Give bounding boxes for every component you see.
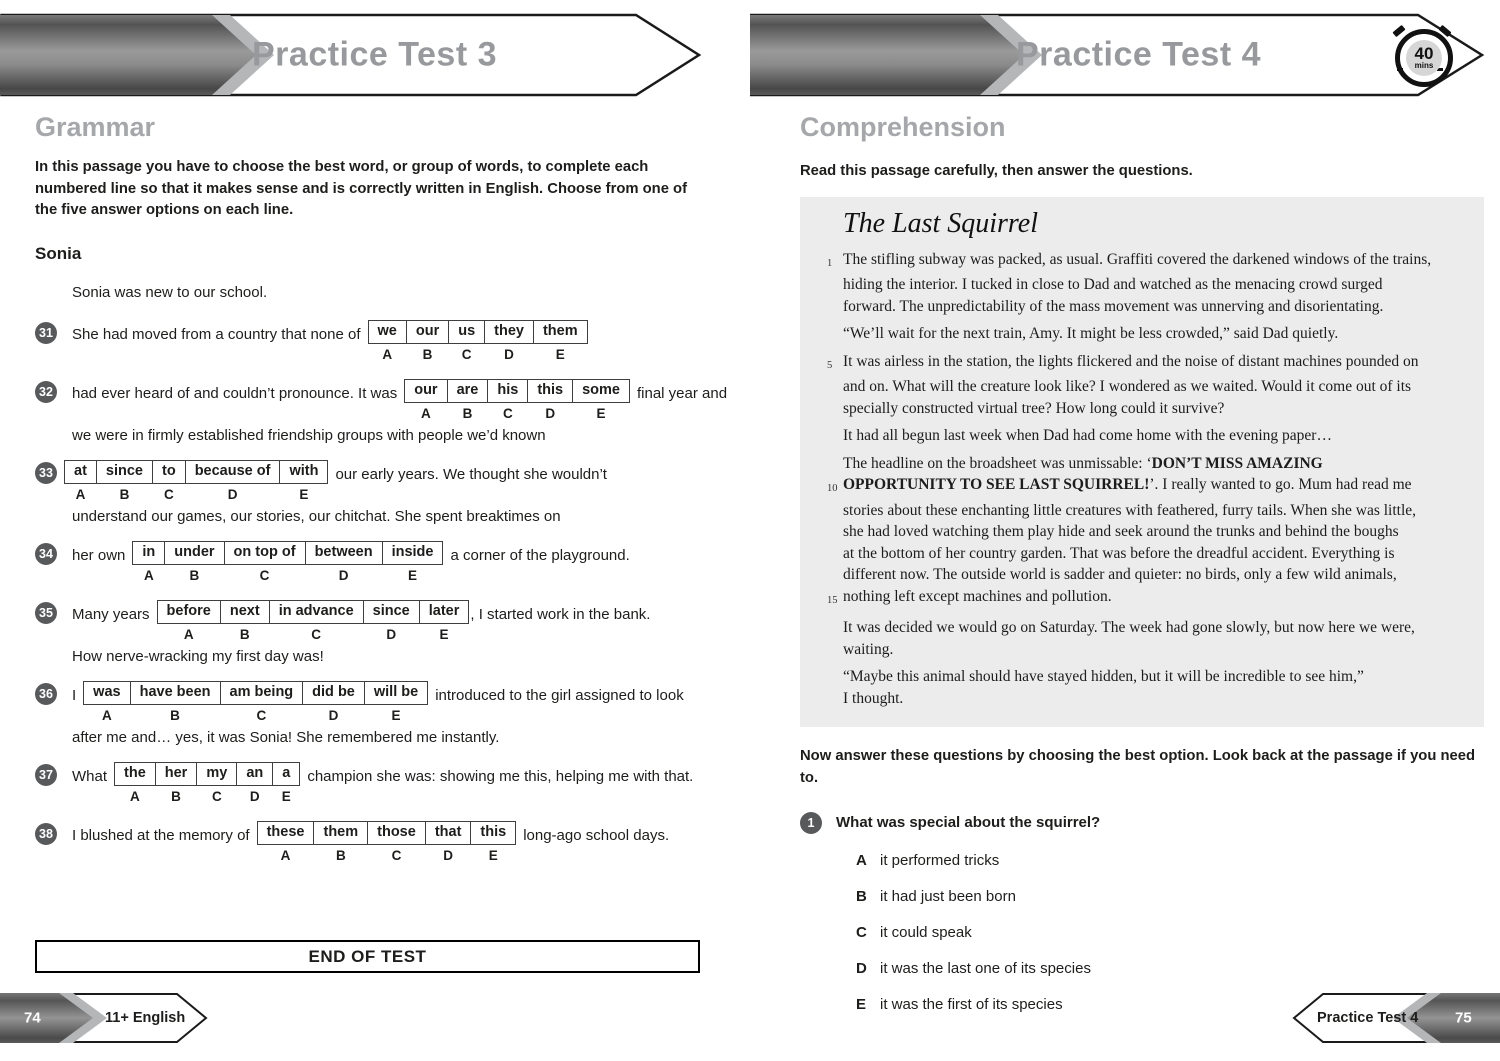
option-word-cell: did be	[303, 681, 365, 704]
question-number-badge: 33	[35, 462, 57, 484]
question-text-before: What	[72, 767, 108, 785]
passage-title: The Last Squirrel	[843, 207, 1038, 239]
question-item	[35, 681, 701, 746]
option-letter-cell: E	[439, 626, 449, 642]
option-letter-cell: E	[391, 707, 401, 723]
option-text: it was the first of its species	[880, 996, 1063, 1013]
options-table	[368, 320, 588, 363]
passage-line-text: “We’ll wait for the next train, Amy. It might be less crowded,” said Dad quietly.	[843, 325, 1339, 342]
passage-line-text: OPPORTUNITY TO SEE LAST SQUIRREL!’. I really wanted to go. Mum had read me	[843, 476, 1412, 493]
option-letter-cell: E	[596, 405, 606, 421]
option-word-cell: have been	[130, 681, 220, 704]
passage-line-text: waiting.	[843, 640, 894, 658]
passage-line	[827, 639, 1474, 661]
passage-line-text: at the bottom of her country garden. That was before the dreadful accident. Everything is	[843, 544, 1395, 562]
passage-line	[827, 425, 1474, 447]
question-continuation-line: How nerve-wracking my first day was!	[72, 647, 324, 665]
option-letter-cell: A	[280, 847, 291, 863]
option-letter-cell: C	[391, 847, 402, 863]
question-row	[35, 681, 701, 724]
option-letters-row	[405, 402, 630, 422]
line-number: 15	[827, 594, 838, 606]
option-word-cell: in advance	[269, 600, 363, 623]
instructions-text: In this passage you have to choose the best word, or group of words, to complete each numbered line so that it makes sense and is correctly written in English. Choose from one of the five answer options on each line.	[35, 159, 688, 218]
option-text: it performed tricks	[880, 852, 1000, 869]
option-letter-cell: E	[555, 346, 565, 362]
option-word-cell: those	[368, 821, 426, 844]
option-letter-cell: D	[338, 567, 349, 583]
question-text-before: her own	[72, 546, 126, 564]
passage-line-text: and on. What will the creature look like? I wondered as we waited. Would it come out of its	[843, 378, 1412, 395]
question-text-after: final year and	[636, 384, 728, 402]
option-word-cell: later	[419, 600, 469, 623]
option-letter: A	[856, 852, 867, 869]
option-letter-cell: E	[299, 486, 309, 502]
option-letter-cell: B	[462, 405, 473, 421]
option-letter-cell: C	[256, 707, 267, 723]
option-letter-cell: A	[75, 486, 86, 502]
line-number: 5	[827, 359, 833, 371]
passage-line-text: she had loved watching them play hide and seek around the trunks and behind the boughs	[843, 523, 1399, 540]
option-letter: C	[856, 924, 867, 941]
option-word-cell: with	[280, 460, 328, 483]
option-word-cell: some	[573, 379, 630, 402]
options-table	[132, 541, 443, 584]
option-text: it had just been born	[880, 888, 1016, 905]
option-word-cell: are	[447, 379, 488, 402]
option-letter-cell: D	[328, 707, 339, 723]
passage-line	[827, 398, 1474, 420]
passage-line	[827, 351, 1474, 377]
option-word-cell: our	[405, 379, 447, 402]
option-text: it was the last one of its species	[880, 960, 1091, 977]
answer-option	[856, 960, 1484, 978]
line-number	[827, 453, 843, 475]
question-text-before: had ever heard of and couldn’t pronounce. It was	[72, 384, 398, 402]
question-item	[35, 821, 701, 864]
option-word-cell: this	[471, 821, 516, 844]
passage-body	[827, 249, 1474, 710]
options-table	[257, 821, 517, 864]
option-letters-row	[115, 785, 300, 805]
question-item	[800, 810, 1484, 1014]
passage-line	[827, 274, 1474, 296]
question-text-after: , I started work in the bank.	[470, 605, 651, 623]
passage-line-text: The stifling subway was packed, as usual. Graffiti covered the darkened windows of the trains,	[843, 250, 1432, 268]
option-word-cell: because of	[185, 460, 280, 483]
option-word-cell: am being	[220, 681, 303, 704]
passage-paragraph	[827, 666, 1474, 709]
option-word-cell: on top of	[224, 541, 305, 564]
stopwatch-face	[1395, 29, 1453, 87]
option-letter-cell: B	[119, 486, 130, 502]
question-number-badge: 36	[35, 683, 57, 705]
option-letter: B	[856, 888, 867, 905]
option-letter-cell: D	[504, 346, 514, 362]
option-letter-cell: A	[102, 707, 112, 723]
answer-option	[856, 996, 1484, 1014]
question-number-badge: 1	[800, 812, 822, 834]
option-word-cell: inside	[382, 541, 443, 564]
header-banner-right	[750, 13, 1485, 97]
option-word-cell: these	[257, 821, 314, 844]
option-letter-cell: D	[227, 486, 238, 502]
passage-line	[827, 521, 1474, 543]
stopwatch-icon	[1390, 22, 1456, 90]
option-words-row	[133, 541, 443, 564]
option-word-cell: under	[165, 541, 224, 564]
option-word-cell: next	[220, 600, 269, 623]
option-letters-row	[84, 704, 428, 724]
story-opening-line: Sonia was new to our school.	[72, 283, 268, 301]
option-word-cell: her	[155, 762, 197, 785]
questions-intro-text: Now answer these questions by choosing the best option. Look back at the passage if you need to.	[800, 748, 1476, 786]
question-text: What was special about the squirrel?	[836, 814, 1101, 831]
question-item	[35, 600, 701, 665]
option-words-row	[157, 600, 469, 623]
passage-line-text: forward. The unpredictability of the mass movement was unnerving and disorientating.	[843, 297, 1384, 315]
option-letter-cell: A	[421, 405, 431, 421]
line-number	[827, 666, 843, 688]
line-number	[827, 323, 843, 345]
question-text-after: introduced to the girl assigned to look	[435, 686, 684, 704]
question-item	[35, 320, 701, 363]
instructions-text: Read this passage carefully, then answer the questions.	[800, 163, 1193, 179]
passage-line-text: The headline on the broadsheet was unmissable: ‘DON’T MISS AMAZING	[843, 454, 1323, 472]
option-letter-cell: B	[422, 346, 433, 362]
question-item	[35, 762, 701, 805]
option-word-cell: his	[488, 379, 528, 402]
option-word-cell: will be	[364, 681, 427, 704]
passage-line-text: specially constructed virtual tree? How long could it survive?	[843, 399, 1225, 417]
question-text-before: I blushed at the memory of	[72, 826, 250, 844]
series-label: 11+ English	[105, 1010, 186, 1026]
timer-value: 40	[1414, 44, 1434, 63]
options-table	[64, 460, 328, 503]
option-word-cell: at	[65, 460, 97, 483]
option-word-cell: since	[363, 600, 419, 623]
option-word-cell: this	[528, 379, 573, 402]
option-letter-cell: E	[488, 847, 498, 863]
option-words-row	[65, 460, 328, 483]
footer-test-label: Practice Test 4	[1317, 1010, 1419, 1026]
option-word-cell: between	[305, 541, 382, 564]
question-text-after: our early years. We thought she wouldn’t	[335, 465, 607, 483]
option-letters-row	[65, 483, 328, 503]
option-word-cell: my	[197, 762, 237, 785]
question-number-badge: 31	[35, 322, 57, 344]
option-letter-cell: C	[461, 346, 472, 362]
passage-paragraph	[827, 323, 1474, 345]
page-title: Practice Test 3	[252, 35, 498, 74]
page-number: 74	[24, 1009, 41, 1027]
option-word-cell: was	[84, 681, 130, 704]
question-number-badge: 32	[35, 381, 57, 403]
option-letters-row	[368, 343, 587, 363]
question-row	[35, 821, 701, 864]
passage-paragraph	[827, 453, 1474, 612]
option-letter-cell: D	[545, 405, 556, 421]
passage-line	[827, 617, 1474, 639]
passage-line-text: hiding the interior. I tucked in close to Dad and watched as the menacing crowd surged	[843, 276, 1383, 293]
line-number	[827, 521, 843, 543]
passage-paragraph	[827, 425, 1474, 447]
page-number: 75	[1455, 1009, 1472, 1027]
comprehension-questions-list	[800, 810, 1484, 1014]
passage-paragraph	[827, 617, 1474, 660]
passage-line	[827, 376, 1474, 398]
comprehension-section	[800, 112, 1484, 1014]
question-number-badge: 35	[35, 602, 57, 624]
option-word-cell: an	[237, 762, 273, 785]
line-number	[827, 398, 843, 420]
timer-unit: mins	[1414, 61, 1434, 70]
option-words-row	[84, 681, 428, 704]
option-letter-cell: C	[163, 486, 174, 502]
option-letter-cell: D	[249, 788, 260, 804]
option-words-row	[115, 762, 300, 785]
question-row	[35, 600, 701, 643]
option-word-cell: a	[273, 762, 300, 785]
option-letter-cell: D	[386, 626, 397, 642]
option-letter-cell: B	[239, 626, 250, 642]
option-word-cell: before	[157, 600, 220, 623]
question-row	[800, 810, 1484, 834]
answer-option	[856, 888, 1484, 906]
option-word-cell: our	[406, 320, 448, 343]
question-continuation-line: understand our games, our stories, our chitchat. She spent breaktimes on	[72, 507, 561, 525]
option-letters-row	[133, 564, 443, 584]
question-continuation-line: we were in firmly established friendship groups with people we’d known	[72, 426, 546, 444]
passage-line-text: It was airless in the station, the lights flickered and the noise of distant machines pounded on	[843, 352, 1419, 370]
stopwatch-dial	[1406, 40, 1442, 76]
passage-line-text: nothing left except machines and pollution.	[843, 587, 1112, 605]
passage-line-text: It had all begun last week when Dad had come home with the evening paper…	[843, 427, 1332, 444]
passage-line	[827, 543, 1474, 565]
passage-paragraph	[827, 351, 1474, 420]
passage-line	[827, 500, 1474, 522]
option-word-cell: since	[96, 460, 152, 483]
question-row	[35, 541, 701, 584]
option-word-cell: they	[485, 320, 534, 343]
option-letter-cell: A	[143, 567, 154, 583]
option-letter-cell: A	[183, 626, 194, 642]
passage-line	[827, 474, 1474, 500]
question-item	[35, 379, 728, 444]
options-table	[114, 762, 300, 805]
option-letter-cell: B	[189, 567, 200, 583]
passage-paragraph	[827, 249, 1474, 318]
section-title: Comprehension	[800, 112, 1006, 142]
options-table	[83, 681, 428, 724]
question-item	[35, 541, 701, 584]
option-word-cell: us	[449, 320, 485, 343]
option-words-row	[405, 379, 630, 402]
passage-box	[800, 197, 1484, 728]
option-letter-cell: B	[335, 847, 346, 863]
option-letter-cell: A	[382, 346, 393, 362]
passage-line	[827, 564, 1474, 586]
line-number: 1	[827, 257, 833, 269]
option-letters-row	[257, 844, 516, 864]
passage-line-text: It was decided we would go on Saturday. The week had gone slowly, but now here we were,	[843, 619, 1415, 636]
option-letter-cell: C	[311, 626, 322, 642]
passage-line	[827, 323, 1474, 345]
options-table	[157, 600, 470, 643]
stopwatch-button-icon	[1392, 25, 1405, 37]
option-letter-cell: E	[408, 567, 418, 583]
answer-option	[856, 924, 1484, 942]
question-item	[35, 460, 701, 525]
question-text-before: I	[72, 686, 77, 704]
option-word-cell: that	[425, 821, 471, 844]
passage-line	[827, 586, 1474, 612]
question-row	[35, 320, 701, 363]
passage-line	[827, 453, 1474, 475]
passage-line	[827, 666, 1474, 688]
passage-line-text: different now. The outside world is sadder and quieter: no birds, only a few wild animals,	[843, 566, 1397, 583]
option-text: it could speak	[880, 924, 972, 941]
options-table	[404, 379, 630, 422]
question-text-before: She had moved from a country that none of	[72, 325, 361, 343]
section-title: Grammar	[35, 112, 156, 142]
option-letter-cell: C	[211, 788, 222, 804]
option-word-cell: the	[115, 762, 156, 785]
question-row	[35, 460, 701, 503]
option-letter-cell: B	[170, 707, 180, 723]
option-words-row	[257, 821, 516, 844]
line-number	[827, 296, 843, 318]
grammar-section	[35, 112, 728, 880]
passage-line	[827, 296, 1474, 318]
line-number	[827, 500, 843, 522]
page-footer-left	[0, 993, 215, 1043]
passage-line	[827, 688, 1474, 710]
passage-line-text: “Maybe this animal should have stayed hidden, but it will be incredible to see him,”	[843, 668, 1364, 685]
header-banner-left	[0, 13, 702, 97]
option-words-row	[368, 320, 587, 343]
line-number	[827, 617, 843, 639]
option-word-cell: them	[314, 821, 368, 844]
option-letter: D	[856, 960, 867, 977]
story-title: Sonia	[35, 243, 82, 263]
option-letter-cell: A	[130, 788, 140, 804]
passage-line-text: I thought.	[843, 689, 904, 707]
tick-mark	[1397, 68, 1403, 71]
end-of-test-box: END OF TEST	[35, 940, 700, 973]
line-number	[827, 376, 843, 398]
question-number-badge: 38	[35, 823, 57, 845]
option-word-cell: in	[133, 541, 165, 564]
line-number	[827, 543, 843, 565]
question-text-after: long-ago school days.	[523, 826, 670, 844]
question-continuation-line: after me and… yes, it was Sonia! She remembered me instantly.	[72, 728, 500, 746]
line-number	[827, 274, 843, 296]
line-number	[827, 688, 843, 710]
line-number	[827, 425, 843, 447]
question-row	[35, 379, 728, 422]
option-word-cell: we	[368, 320, 406, 343]
page-title: Practice Test 4	[1016, 35, 1262, 74]
option-word-cell: to	[153, 460, 186, 483]
question-number-badge: 37	[35, 764, 57, 786]
option-letter-cell: D	[443, 847, 453, 863]
question-text-after: a corner of the playground.	[450, 546, 630, 564]
answer-options-list	[856, 852, 1484, 1014]
option-letter: E	[856, 996, 867, 1013]
line-number	[827, 564, 843, 586]
question-text-before: Many years	[72, 605, 150, 623]
option-letter-cell: C	[502, 405, 513, 421]
option-letter-cell: C	[259, 567, 270, 583]
answer-option	[856, 852, 1484, 870]
passage-line-text: stories about these enchanting little creatures with feathered, furry tails. When she was little,	[843, 501, 1417, 519]
option-word-cell: them	[533, 320, 587, 343]
line-number	[827, 639, 843, 661]
question-row	[35, 762, 701, 805]
option-letter-cell: E	[281, 788, 291, 804]
passage-line	[827, 249, 1474, 275]
question-text-after: champion she was: showing me this, helping me with that.	[307, 767, 694, 785]
question-number-badge: 34	[35, 543, 57, 565]
option-letter-cell: B	[171, 788, 181, 804]
grammar-questions-list	[35, 320, 728, 864]
option-letters-row	[157, 623, 469, 643]
line-number: 10	[827, 483, 838, 494]
